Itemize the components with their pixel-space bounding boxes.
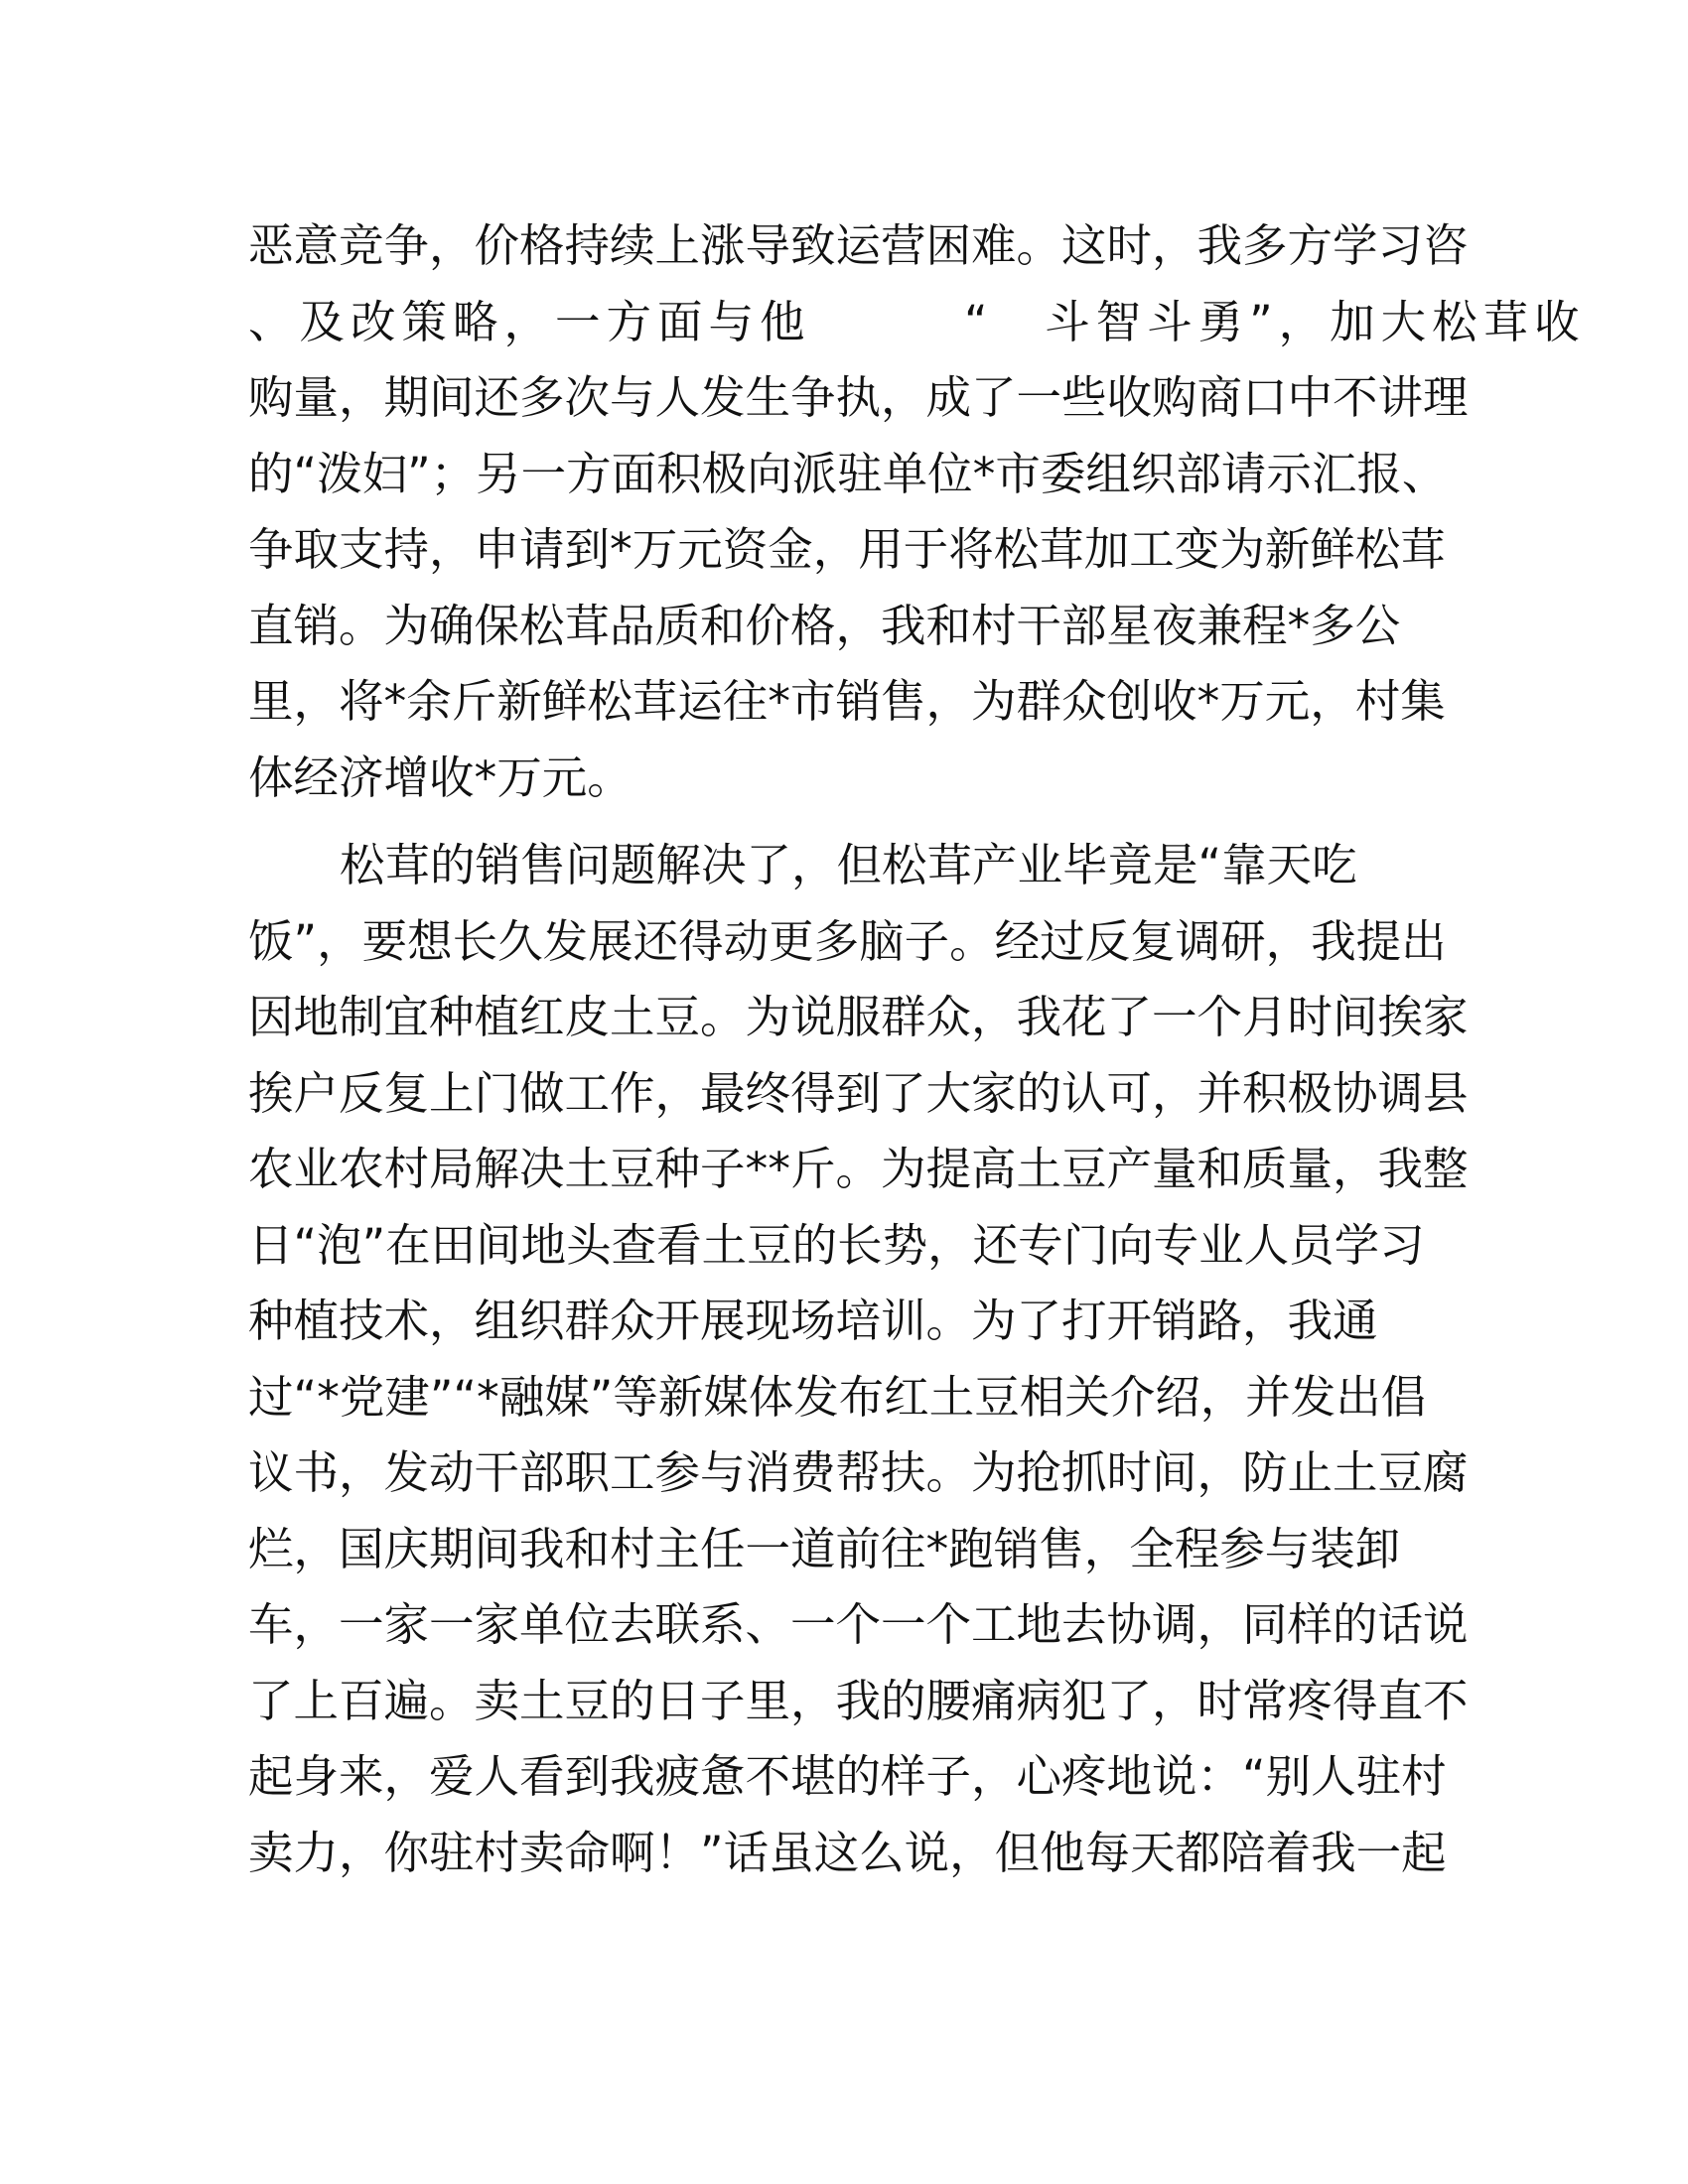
text-line: 了上百遍。卖土豆的日子里，我的腰痛病犯了，时常疼得直不 xyxy=(248,1674,1469,1727)
text-line: 争取支持，申请到*万元资金，用于将松茸加工变为新鲜松茸 xyxy=(248,523,1446,576)
document-body xyxy=(248,208,1586,1891)
text-line: 过“*党建”“*融媒”等新媒体发布红土豆相关介绍，并发出倡 xyxy=(248,1370,1427,1424)
text-line: 饭”，要想长久发展还得动更多脑子。经过反复调研，我提出 xyxy=(248,914,1447,968)
text-line: 恶意竞争，价格持续上涨导致运营困难。这时，我多方学习咨 xyxy=(248,219,1469,272)
paragraph-gap xyxy=(248,816,1450,828)
text-line: 的“泼妇”；另一方面积极向派驻单位*市委组织部请示汇报、 xyxy=(248,447,1448,500)
text-line: 、及改策略，一方面与他 “ 斗智斗勇”，加大松茸收 xyxy=(248,295,1586,348)
text-line: 体经济增收*万元。 xyxy=(248,751,633,804)
text-line: 挨户反复上门做工作，最终得到了大家的认可，并积极协调县 xyxy=(248,1066,1469,1120)
text-line: 卖力，你驻村卖命啊！”话虽这么说，但他每天都陪着我一起 xyxy=(248,1826,1447,1879)
text-line: 车，一家一家单位去联系、一个一个工地去协调，同样的话说 xyxy=(248,1598,1469,1651)
text-line: 种植技术，组织群众开展现场培训。为了打开销路，我通 xyxy=(248,1295,1378,1347)
text-line: 购量，期间还多次与人发生争执，成了一些收购商口中不讲理 xyxy=(248,371,1469,424)
text-line: 起身来，爱人看到我疲惫不堪的样子，心疼地说：“别人驻村 xyxy=(248,1750,1447,1803)
paragraph-2 xyxy=(248,828,1469,1891)
text-line: 议书，发动干部职工参与消费帮扶。为抢抓时间，防止土豆腐 xyxy=(248,1446,1469,1499)
text-line: 农业农村局解决土豆种子**斤。为提高土豆产量和质量，我整 xyxy=(248,1143,1469,1195)
text-line: 直销。为确保松茸品质和价格，我和村干部星夜兼程*多公 xyxy=(248,599,1401,652)
text-line: 因地制宜种植红皮土豆。为说服群众，我花了一个月时间挨家 xyxy=(248,991,1469,1043)
text-line: 烂，国庆期间我和村主任一道前往*跑销售，全程参与装卸 xyxy=(248,1522,1401,1575)
text-line: 松茸的销售问题解决了，但松茸产业毕竟是“靠天吃 xyxy=(340,839,1357,891)
text-line: 日“泡”在田间地头查看土豆的长势，还专门向专业人员学习 xyxy=(248,1218,1425,1272)
paragraph-1 xyxy=(248,208,1586,816)
text-line: 里，将*余斤新鲜松茸运往*市销售，为群众创收*万元，村集 xyxy=(248,675,1446,728)
